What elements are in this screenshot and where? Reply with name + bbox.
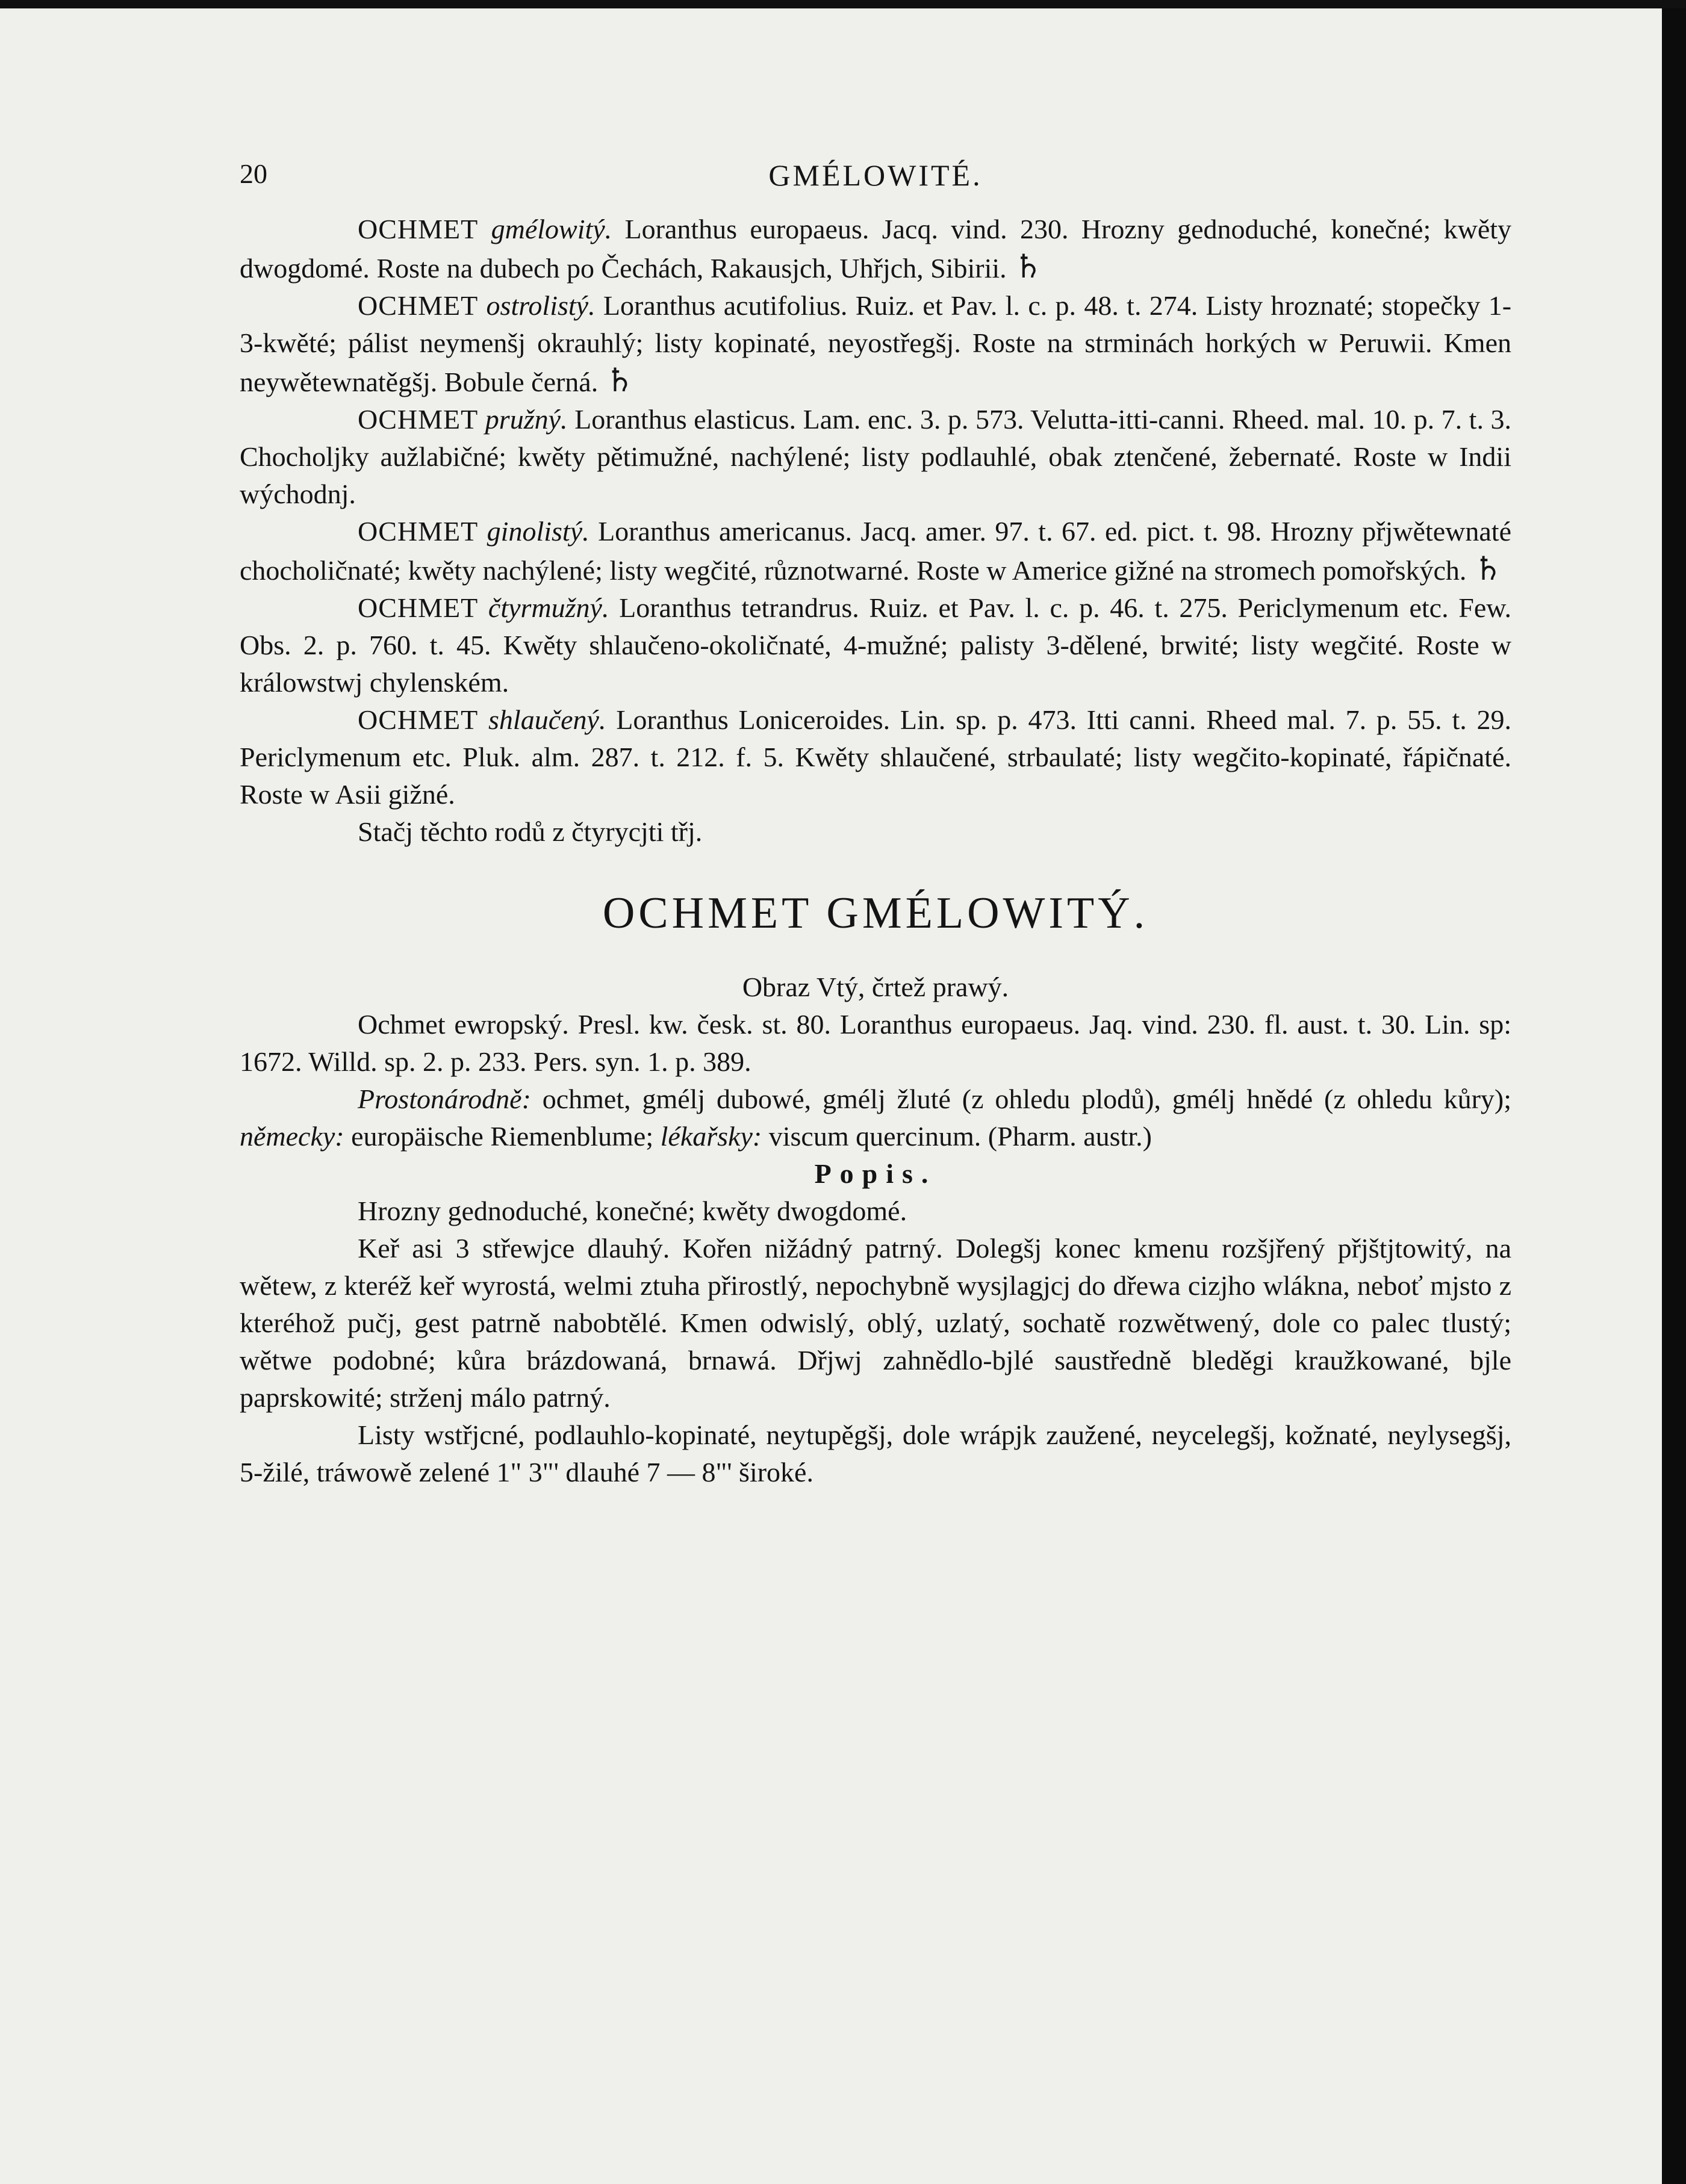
medical-label: lékařsky: xyxy=(660,1121,762,1152)
synonymy: Ochmet ewropský. Presl. kw. česk. st. 80. Loranthus europaeus. Jaq. vind. 230. fl. aust. t. 30. Lin. sp: 1672. Willd. sp. 2. p. 233. Pers. syn. 1. p. 389. xyxy=(240,1009,1511,1077)
entry-text: Loranthus Loniceroides. Lin. sp. p. 473. Itti canni. Rheed mal. 7. p. 55. t. 29. Periclymenum etc. Pluk. alm. 287. t. 212. f. 5. Kwěty shlaučené, strbaulaté; listy wegčito-kopinaté, řápičnaté. Roste w Asii gižné. xyxy=(240,704,1512,810)
vernacular-names xyxy=(240,1081,1511,1155)
genus-name: OCHMET xyxy=(358,290,479,321)
description-paragraph: Keř asi 3 střewjce dlauhý. Kořen nižádný patrný. Dolegšj konec kmenu rozšjřený přjštjtowitý, na wětew, z kteréž keř wyrostá, welmi ztuha přirostlý, nepochybně wysjlagjcj do dřewa cizjho wlákna, neboť mjsto z kteréhož pučj, gest patrně nabobtělé. Kmen odwislý, oblý, uzlatý, sochatě rozwětwený, dole co palec tlustý; wětwe podobné; kůra brázdowaná, brnawá. Dřjwj zahnědlo-bjlé saustředně bleděgi kraužkowané, bjle paprskowité; strženj málo patrný. xyxy=(240,1233,1511,1413)
description-paragraph: Listy wstřjcné, podlauhlo-kopinaté, neytupěgšj, dole wrápjk zaužené, neycelegšj, kožnaté, neylysegšj, 5-žilé, tráwowě zelené 1" 3"' dlauhé 7 — 8"' široké. xyxy=(240,1419,1511,1488)
scan-edge-top xyxy=(0,0,1686,8)
page-body xyxy=(240,211,1511,1491)
species-entry xyxy=(240,211,1511,287)
genus-name: OCHMET xyxy=(358,404,479,435)
page-header xyxy=(240,158,1511,194)
medical-text: viscum quercinum. (Pharm. austr.) xyxy=(768,1121,1152,1152)
shrub-symbol-icon: ♄ xyxy=(605,362,635,399)
species-entry xyxy=(240,513,1511,589)
scan-edge-right xyxy=(1662,0,1686,2184)
species-entry xyxy=(240,701,1511,813)
genus-name: OCHMET xyxy=(358,516,479,547)
vernacular-text: ochmet, gmélj dubowé, gmélj žluté (z ohledu plodů), gmélj hnědé (z ohledu kůry); xyxy=(542,1084,1511,1114)
entry-text: Loranthus europaeus. Jacq. vind. 230. Hrozny gednoduché, konečné; kwěty dwogdomé. Roste na dubech po Čechách, Rakausjch, Uhřjch, Sibirii. xyxy=(240,214,1512,284)
entry-text: Loranthus americanus. Jacq. amer. 97. t. 67. ed. pict. t. 98. Hrozny přjwětewnaté chocholičnaté; kwěty nachýlené; listy wegčité, různotwarné. Roste w Americe gižné na stromech pomořských. xyxy=(240,516,1512,586)
description-paragraph: Hrozny gednoduché, konečné; kwěty dwogdomé. xyxy=(358,1196,907,1226)
popis-heading: Popis. xyxy=(814,1158,937,1189)
genus-name: OCHMET xyxy=(358,704,479,735)
genus-name: OCHMET xyxy=(358,214,479,244)
closing-note: Stačj těchto rodů z čtyrycjti třj. xyxy=(358,816,703,847)
entry-text: Loranthus acutifolius. Ruiz. et Pav. l. c. p. 48. t. 274. Listy hroznaté; stopečky 1-3-kwěté; pálist neymenšj okrauhlý; listy kopinaté, neyostřegšj. Roste na strminách horkých w Peruwii. Kmen neywětewnatěgšj. Bobule černá. xyxy=(240,290,1512,397)
section-title: OCHMET GMÉLOWITÝ. xyxy=(602,889,1149,938)
german-text: europäische Riemenblume; xyxy=(351,1121,654,1152)
species-epithet: ostrolistý. xyxy=(486,290,596,321)
species-entry xyxy=(240,287,1511,401)
vernacular-label: Prostonárodně: xyxy=(358,1084,531,1114)
entry-text: Loranthus elasticus. Lam. enc. 3. p. 573. Velutta-itti-canni. Rheed. mal. 10. p. 7. t. 3. Chocholjky aužlabičné; kwěty pětimužné, nachýlené; listy podlauhlé, obak ztenčené, žebernaté. Roste w Indii wýchodnj. xyxy=(240,404,1512,509)
shrub-symbol-icon: ♄ xyxy=(1473,551,1503,587)
figure-note: Obraz Vtý, črtež prawý. xyxy=(742,972,1009,1002)
species-epithet: ginolistý. xyxy=(487,516,589,547)
page-number: 20 xyxy=(240,158,267,189)
species-entry xyxy=(240,401,1511,513)
species-epithet: shlaučený. xyxy=(488,704,606,735)
german-label: německy: xyxy=(240,1121,344,1152)
species-epithet: gmélowitý. xyxy=(491,214,612,244)
running-title: GMÉLOWITÉ. xyxy=(768,158,983,192)
species-epithet: čtyrmužný. xyxy=(488,592,609,623)
entry-text: Loranthus tetrandrus. Ruiz. et Pav. l. c. p. 46. t. 275. Periclymenum etc. Few. Obs. 2. p. 760. t. 45. Kwěty shlaučeno-okoličnaté, 4-mužné; palisty 3-dělené, brwité; listy wegčité. Roste w králowstwj chylenském. xyxy=(240,592,1511,698)
species-entry xyxy=(240,589,1511,701)
genus-name: OCHMET xyxy=(358,592,479,623)
species-epithet: pružný. xyxy=(485,404,568,435)
shrub-symbol-icon: ♄ xyxy=(1013,249,1043,285)
